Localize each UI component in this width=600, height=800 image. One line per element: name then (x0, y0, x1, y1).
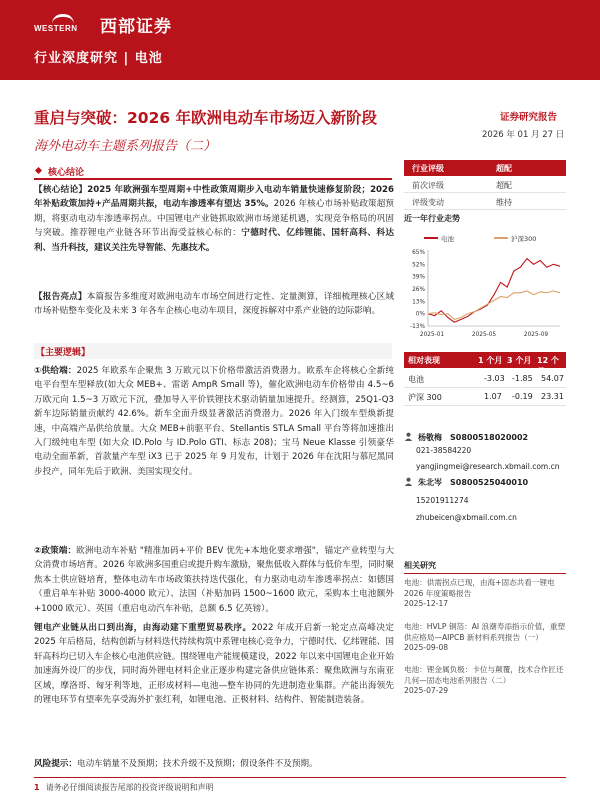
industry-trend-chart (404, 226, 566, 342)
y-tick-label: 13% (412, 299, 425, 306)
performance-row: 电池 -3.03 -1.85 54.07 (404, 370, 566, 388)
brand-logo (34, 12, 172, 37)
policy-paragraph: ②政策端：欧洲电动车补贴 "精准加码+平价 BEV 优先+本地化要求增强"，锚定产业转型与大众消费市场培育。2026 年欧洲多国重启或提升购车激励，聚焦低收入群体与低价车型，同时聚焦本土供应链培育，整体电动车市场政策扶持迭代强化，有力驱动电动车渗透率拐点：如德国（重启单车补贴 3000-4000 欧元）、法国（补贴加码 1500~1600 欧元，采购本土电池额外+1000 欧元）、英国（重启电动汽车补贴，总额 6.5 亿英镑）。 (34, 546, 394, 614)
related-item[interactable]: 电池：锂金属负极：卡位与颠覆，技术合作匠还几何—固态电池系列报告（二） 2025-07-29 (404, 665, 564, 695)
report-highlights: 【报告亮点】本篇报告多维度对欧洲电动车市场空间进行定性、定量测算，详细梳理核心区域市场补贴整车变化及未来 3 年各车企核心电动车项目，深度拆解对中系产业链的边际影响。 (34, 292, 394, 317)
analyst-2: 朱北岑 S0800525040010 (404, 477, 528, 488)
y-tick-label: 0% (415, 311, 425, 318)
x-tick-label: 2025-09 (523, 332, 549, 338)
report-type: 证券研究报告 (500, 112, 558, 123)
y-tick-label: 52% (412, 262, 425, 269)
disclaimer: 请务必仔细阅读报告尾部的投资评级说明和声明 (45, 783, 214, 792)
performance-row: 沪深 300 1.07 -0.19 23.31 (404, 388, 566, 406)
report-subtitle: 海外电动车主题系列报告（二） (34, 139, 217, 154)
rating-row: 前次评级 超配 (404, 177, 566, 193)
related-item[interactable]: 电池：HVLP 铜箔：AI 浪潮寿添指示价值，重塑供应格局—AIPCB 新材料系列报告（一） 2025-09-08 (404, 622, 566, 652)
legend-label: 沪深300 (511, 235, 537, 243)
section-label: 核心结论 (48, 165, 84, 178)
y-tick-label: 39% (412, 274, 425, 281)
analyst-2-email[interactable]: zhubeicen@xbmail.com.cn (416, 513, 517, 522)
divider (34, 178, 392, 180)
legend-label: 电池 (441, 235, 454, 243)
y-tick-label: 26% (412, 287, 425, 293)
supply-paragraph: ①供给端：2025 年欧系车企聚焦 3 万欧元以下价格带激活消费潜力。欧系车企将核心全新纯电平台型车型释放(如大众 MEB+、雷诺 AmpR Small 等)，催化欧洲电动车价格带由 4.5~6 万欧元向 1.5~3 万欧元下沉，叠加导入平价铁锂技术驱动销量加速提升。经测算，25Q1-Q3 新车边际销量贡献约 42.6%。新车全面升级显著激活消费潜力。2026 年入门级车型焕新提速，中高端产品供给放量。大众 MEB+前驱平台、Stellantis STLA Small 平台等将加速推出入门级纯电车型 (如大众 ID.Polo 与 ID.Polo GTI、标志 208)；宝马 Neue Klasse 引领豪华电动全面革新，首款量产车型 iX3 已于 2025 年 9 月发布，计划于 2026 年在沈阳与慕尼黑同步投产，同年先后于欧洲、美国实现交付。 (34, 366, 394, 477)
analyst-2-phone: 15201911274 (416, 496, 469, 505)
series-line-电池 (428, 259, 560, 323)
brand-name: 西部证券 (100, 17, 172, 37)
risk-paragraph: 风险提示：电动车销量不及预期；技术升级不及预期；假设条件不及预期。 (34, 759, 318, 769)
performance-header: 相对表现 1 个月 3 个月 12 个月 (404, 352, 566, 368)
header-band (0, 0, 600, 80)
rating-header: 行业评级 超配 (404, 160, 566, 176)
report-title: 重启与突破：2026 年欧洲电动车市场迈入新阶段 (34, 109, 378, 127)
analyst-1: 杨敬梅 S0800518020002 (404, 432, 528, 443)
main-logic-label: 【主要逻辑】 (36, 348, 91, 358)
logo-icon: WESTERN (34, 14, 94, 36)
core-conclusion: 【核心结论】2025 年欧洲强车型周期+中性政策周期步入电动车销量快速修复阶段；2026 年补贴政策加持+产品周期共振，电动车渗透率有望达 35%。2026 年核心市场补贴政策超预期，将驱动电动车渗透率拐点。中国锂电产业链抓取欧洲市场递延机遇，实现竞争格局的巩固与突破。推荐锂电产业链各环节出海受益核心标的：宁德时代、亿纬锂能、国轩高科、科达利、当升科技，建议关注先导智能、先惠技术。 (34, 185, 394, 253)
x-tick-label: 2025-05 (471, 332, 497, 338)
page-number: 1 (34, 783, 40, 792)
y-tick-label: -13% (410, 324, 425, 330)
report-date: 2026 年 01 月 27 日 (482, 130, 565, 140)
footer-divider (34, 777, 566, 778)
rating-row: 评级变动 维持 (404, 194, 566, 210)
person-icon (404, 477, 413, 486)
related-item[interactable]: 电池：供需拐点已现，由海+固态共看一锂电 2026 年度策略报告 2025-12-17 (404, 578, 555, 608)
analyst-1-phone: 021-38584220 (416, 446, 472, 455)
chain-paragraph: 锂电产业链从出口到出海，由海动建下重塑贸易秩序。2022 年成开启新一轮定点高峰决定 2025 年后格局，结构创新与材料迭代持续构筑中系锂电核心竞争力，宁德时代、亿纬锂能、国轩高科均已切入车企核心电池供应链。围绕锂电产能规模建设，2022 年以来中国锂电企业开始加速海外设厂的步伐，同时海外锂电材料企业正逐步构建完备供应链体系：聚焦欧洲与东南亚区域，摩洛哥、匈牙利等地，正形成材料—电池—整车协同的先进制造业集群。产能出海领先的锂电环节有望率先享受海外扩张红利，如锂电池、正极材料、结构件、智能制造装备。 (34, 623, 394, 706)
footer (34, 782, 214, 793)
y-tick-label: 65% (412, 250, 425, 256)
related-research-header: 相关研究 (404, 560, 566, 574)
analyst-1-email[interactable]: yangjingmei@research.xbmail.com.cn (416, 462, 560, 471)
chart-title: 近一年行业走势 (404, 214, 460, 223)
series-tag: 行业深度研究 | 电池 (34, 51, 163, 66)
person-icon (404, 432, 413, 441)
x-tick-label: 2025-01 (419, 332, 445, 338)
